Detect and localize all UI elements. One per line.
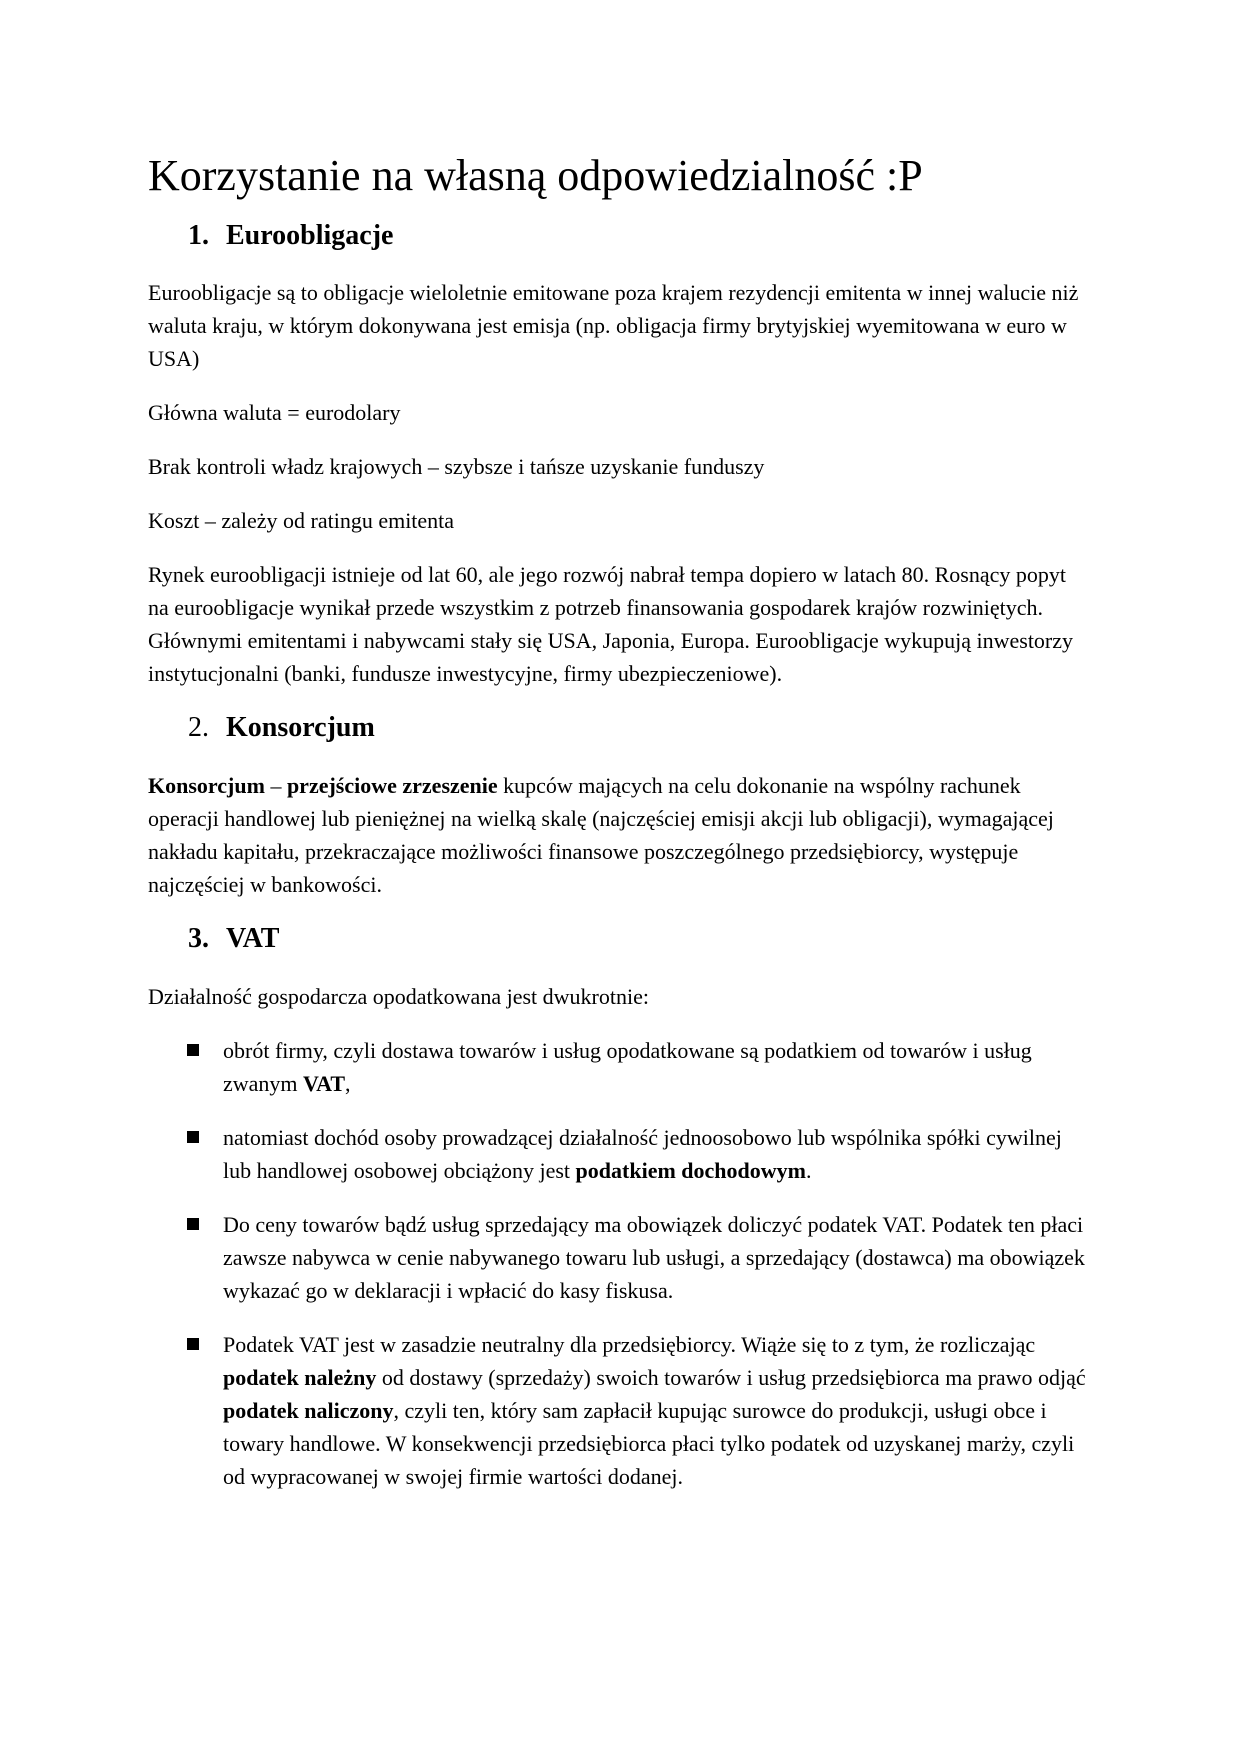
- list-item: Do ceny towarów bądź usług sprzedający ma obowiązek doliczyć podatek VAT. Podatek ten płaci zawsze nabywca w cenie nabywanego towaru lub usługi, a sprzedający (dostawca) ma obowiązek wykazać go w deklaracji i wpłacić do kasy fiskusa.: [148, 1208, 1092, 1307]
- paragraph: Brak kontroli władz krajowych – szybsze i tańsze uzyskanie funduszy: [148, 454, 765, 480]
- paragraph: Euroobligacje są to obligacje wieloletnie emitowane poza krajem rezydencji emitenta w innej walucie niż waluta kraju, w którym dokonywana jest emisja (np. obligacja firmy brytyjskiej wyemitowana w euro w USA): [148, 280, 1079, 372]
- definition-text: kupców mających na celu dokonanie na wspólny rachunek operacji handlowej lub pieniężnej na wielką skalę (najczęściej emisji akcji lub obligacji), wymagającej nakładu kapitału, przekraczające możliwości finansowe poszczególnego przedsiębiorcy, występuje najczęściej w bankowości.: [148, 772, 1054, 897]
- bullet-list: [148, 1034, 1092, 1493]
- square-bullet-icon: [187, 1338, 199, 1350]
- paragraph: Rynek euroobligacji istnieje od lat 60, ale jego rozwój nabrał tempa dopiero w latach 80. Rosnący popyt na euroobligacje wynikał przede wszystkim z potrzeb finansowania gospodarek krajów rozwiniętych. Głównymi emitentami i nabywcami stały się USA, Japonia, Europa. Euroobligacje wykupują inwestorzy instytucjonalni (banki, fundusze inwestycyjne, firmy ubezpieczeniowe).: [148, 562, 1074, 687]
- paragraph: Koszt – zależy od ratingu emitenta: [148, 508, 455, 534]
- square-bullet-icon: [187, 1131, 199, 1143]
- section-number: 1.: [188, 219, 209, 251]
- document-page: [148, 150, 1092, 1514]
- section-heading-konsorcjum: [188, 711, 1092, 745]
- paragraph: Działalność gospodarcza opodatkowana jest dwukrotnie:: [148, 983, 649, 1009]
- section-heading-euroobligacje: [188, 219, 1092, 253]
- section-title: Konsorcjum: [226, 712, 375, 744]
- list-item: Podatek VAT jest w zasadzie neutralny dla przedsiębiorcy. Wiąże się to z tym, że rozliczając podatek należny od dostawy (sprzedaży) swoich towarów i usług przedsiębiorca ma prawo odjąć podatek naliczony, czyli ten, który sam zapłacił kupując surowce do produkcji, usługi obce i towary handlowe. W konsekwencji przedsiębiorca płaci tylko podatek od uzyskanej marży, czyli od wypracowanej w swojej firmie wartości dodanej.: [148, 1328, 1092, 1493]
- section-title: Euroobligacje: [226, 219, 394, 251]
- list-item: obrót firmy, czyli dostawa towarów i usług opodatkowane są podatkiem od towarów i usług zwanym VAT,: [148, 1034, 1092, 1100]
- section-number: 3.: [188, 922, 209, 954]
- definition-term: Konsorcjum: [148, 772, 265, 798]
- section-number: 2.: [188, 712, 209, 744]
- document-title: Korzystanie na własną odpowiedzialność :P: [148, 151, 923, 200]
- paragraph: Główna waluta = eurodolary: [148, 400, 401, 426]
- square-bullet-icon: [187, 1044, 199, 1056]
- section-title: VAT: [226, 922, 280, 954]
- definition-dash: –: [264, 772, 287, 798]
- square-bullet-icon: [187, 1218, 199, 1230]
- section-heading-vat: [188, 922, 1092, 956]
- definition-paragraph: [148, 769, 1092, 901]
- list-item: natomiast dochód osoby prowadzącej działalność jednoosobowo lub wspólnika spółki cywilnej lub handlowej osobowej obciążony jest podatkiem dochodowym.: [148, 1121, 1092, 1187]
- definition-key-phrase: przejściowe zrzeszenie: [286, 772, 498, 798]
